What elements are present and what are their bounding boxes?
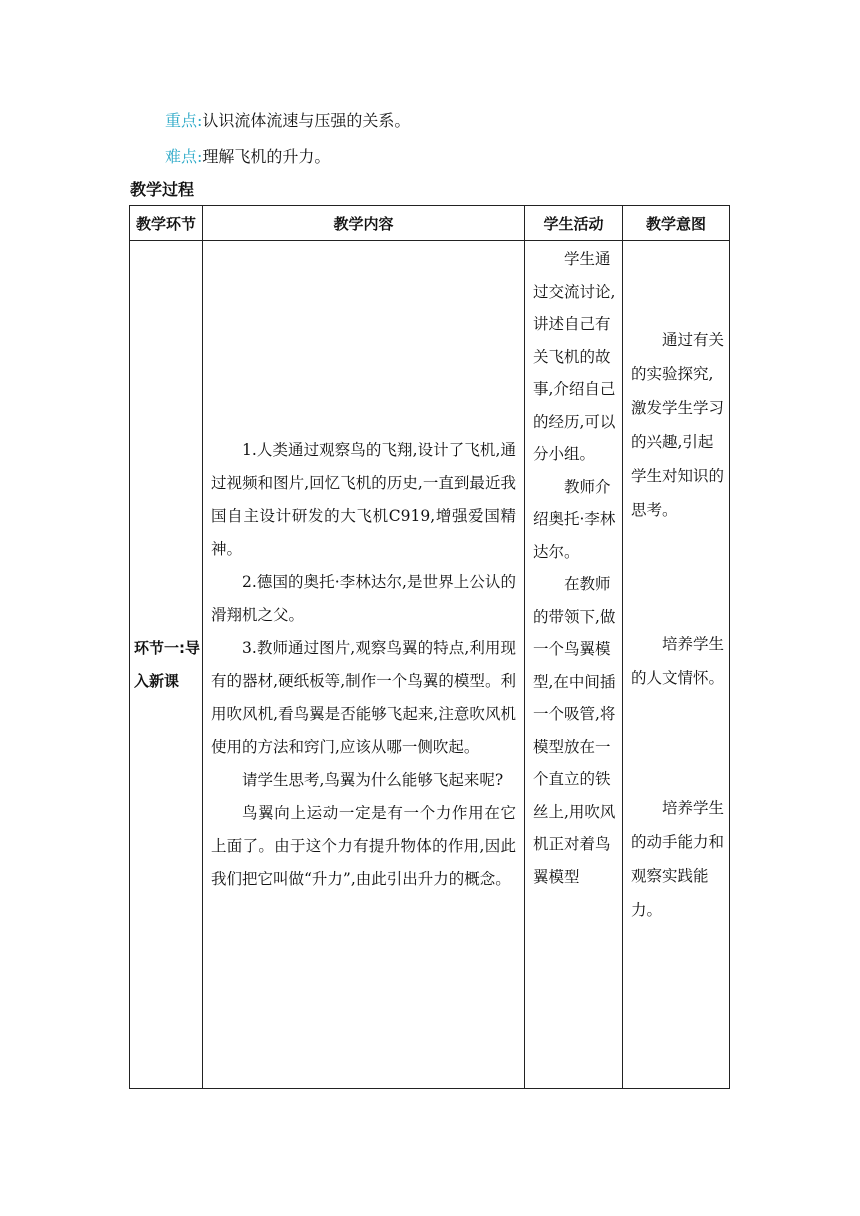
- stage-cell: 环节一:导入新课: [130, 241, 203, 1089]
- content-cell: [203, 241, 525, 1089]
- content-paragraph: 1.人类通过观察鸟的飞翔,设计了飞机,通过视频和图片,回忆飞机的历史,一直到最近我国自主设计研发的大飞机C919,增强爱国精神。: [211, 440, 516, 558]
- table-row: [130, 241, 730, 1089]
- student-paragraph: 在教师的带领下,做一个鸟翼模型,在中间插一个吸管,将模型放在一个直立的铁丝上,用吹风机正对着鸟翼模型: [533, 575, 616, 886]
- key-point-line: [165, 110, 410, 132]
- content-paragraph: 2.德国的奥托·李林达尔,是世界上公认的滑翔机之父。: [211, 572, 516, 624]
- content-paragraph: 鸟翼向上运动一定是有一个力作用在它上面了。由于这个力有提升物体的作用,因此我们把它叫做“升力”,由此引出升力的概念。: [211, 803, 516, 888]
- student-paragraph: 学生通过交流讨论,讲述自己有关飞机的故事,介绍自己的经历,可以分小组。: [533, 250, 616, 463]
- header-student-activity: 学生活动: [525, 206, 623, 241]
- difficult-point-line: [165, 146, 330, 168]
- difficult-point-text: 理解飞机的升力。: [202, 147, 331, 166]
- intent-paragraph: 培养学生的人文情怀。: [631, 635, 725, 687]
- intent-paragraph: 通过有关的实验探究,激发学生学习的兴趣,引起学生对知识的思考。: [631, 331, 725, 519]
- header-stage: 教学环节: [130, 206, 203, 241]
- header-content: 教学内容: [203, 206, 525, 241]
- content-paragraph: 3.教师通过图片,观察鸟翼的特点,利用现有的器材,硬纸板等,制作一个鸟翼的模型。利用吹风机,看鸟翼是否能够飞起来,注意吹风机使用的方法和窍门,应该从哪一侧吹起。: [211, 638, 516, 756]
- header-teaching-intent: 教学意图: [623, 206, 730, 241]
- table-header-row: [130, 206, 730, 241]
- teaching-intent-cell: [623, 241, 730, 1089]
- key-point-text: 认识流体流速与压强的关系。: [202, 111, 411, 130]
- key-point-label: 重点:: [165, 111, 203, 130]
- content-paragraph: 请学生思考,鸟翼为什么能够飞起来呢?: [242, 770, 504, 789]
- intent-paragraph: 培养学生的动手能力和观察实践能力。: [631, 799, 725, 919]
- student-paragraph: 教师介绍奥托·李林达尔。: [533, 477, 616, 561]
- section-title: 教学过程: [130, 180, 195, 199]
- student-activity-cell: [525, 241, 623, 1089]
- teaching-process-table: [129, 205, 730, 1089]
- difficult-point-label: 难点:: [165, 147, 203, 166]
